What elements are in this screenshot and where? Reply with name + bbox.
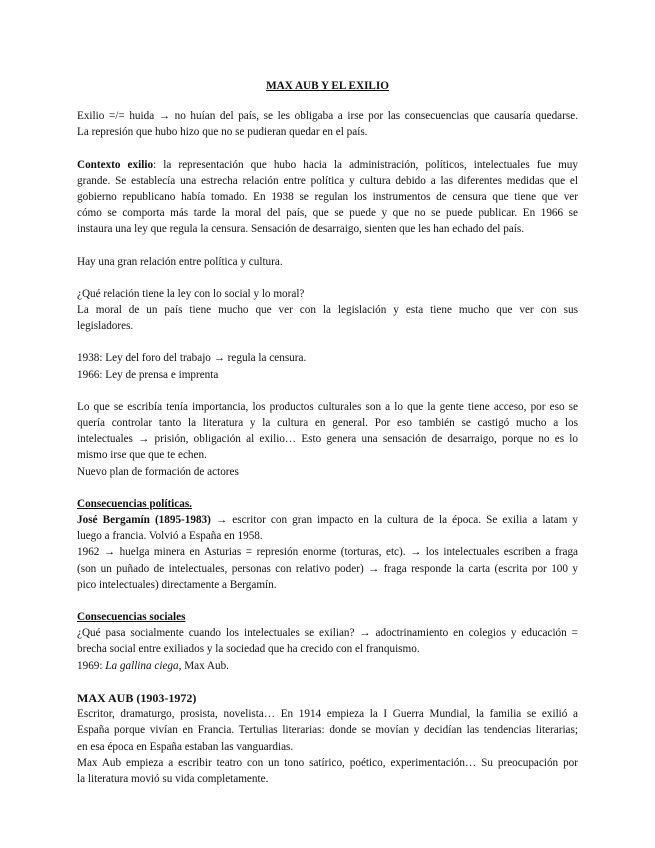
text-line: ¿Qué relación tiene la ley con lo social y lo moral? (77, 287, 305, 300)
text-line: brecha social entre exiliados y la sociedad que ha crecido con el franquismo. (77, 643, 420, 656)
text-fragment: : la representación que hubo hacia la administración, políticos, intelectuales fue muy (153, 158, 578, 171)
section-heading: MAX AUB (1903-1972) (77, 690, 197, 705)
text-line: Exilio =/= huida → no huían del país, se les obligaba a irse por las consecuencias que causaría quedarse. (77, 110, 578, 123)
text-line (77, 157, 578, 173)
text-line: en esa época en España estaban las vanguardias. (77, 740, 294, 753)
text-line (77, 658, 578, 674)
text-line: (son un puñado de intelectuales, personas con relativo poder) → fraga responde la carta (escrita por 100 y (77, 562, 578, 575)
text-fragment: , Max Aub. (178, 659, 229, 672)
text-line: gobierno republicano había tomado. En 1938 se regulan los instrumentos de censura que tiene que ver (77, 191, 578, 204)
text-line: 1938: Ley del foro del trabajo → regula la censura. (77, 352, 307, 365)
text-line: 1962 → huelga minera en Asturias = represión enorme (torturas, etc). → los intelectuales escriben a fraga (77, 546, 578, 559)
paragraph-politica-cultura: Hay una gran relación entre política y cultura. (77, 255, 283, 268)
section-consecuencias-sociales (77, 609, 578, 674)
text-line: grande. Se establecía una estrecha relación entre política y cultura debido a las diferentes medidas que el (77, 174, 578, 187)
bergamin-name: José Bergamín (1895-1983) (77, 514, 211, 527)
section-max-aub (77, 690, 578, 787)
text-line: luego a francia. Volvió a España en 1958. (77, 530, 263, 543)
text-line: 1966: Ley de prensa e imprenta (77, 368, 219, 381)
paragraph-leyes (77, 350, 578, 382)
section-consecuencias-politicas (77, 496, 578, 593)
text-line: ¿Qué pasa socialmente cuando los intelectuales se exilian? → adoctrinamiento en colegios y educación = (77, 627, 578, 640)
text-line (77, 512, 578, 528)
text-line: Escritor, dramaturgo, prosista, novelista… En 1914 empieza la I Guerra Mundial, la familia se exilió a (77, 708, 578, 721)
text-line: Lo que se escribía tenía importancia, los productos culturales son a lo que la gente tiene acceso, por eso se (77, 400, 578, 413)
document-title: MAX AUB Y EL EXILIO (266, 80, 389, 92)
text-line: Nuevo plan de formación de actores (77, 465, 239, 478)
work-title: La gallina ciega (105, 659, 179, 672)
text-fragment: → escritor con gran impacto en la cultura de la época. Se exilia a latam y (210, 514, 578, 527)
text-line: La represión que hubo hizo que no se pudieran quedar en el país. (77, 126, 368, 139)
paragraph-importancia (77, 399, 578, 480)
paragraph-exilio (77, 108, 578, 140)
text-line: Max Aub empieza a escribir teatro con un tono satírico, poético, experimentación… Su preocupación por (77, 756, 578, 769)
text-line: España porque vivían en Francia. Tertulias literarias: donde se movían y decidían las tendencias literarias; (77, 724, 578, 737)
text-line: la literatura movió su vida completamente. (77, 772, 269, 785)
paragraph-ley-moral (77, 286, 578, 335)
text-line: pico intelectuales) directamente a Bergamín. (77, 578, 277, 591)
text-fragment: 1969: (77, 659, 106, 672)
text-line: cómo se comporta más tarde la moral del país, que se puede y que no se puede publicar. En 1966 se (77, 207, 578, 220)
section-heading: Consecuencias políticas. (77, 497, 192, 510)
contexto-exilio-label: Contexto exilio (77, 158, 154, 171)
section-heading: Consecuencias sociales (77, 611, 186, 624)
text-line: intelectuales → prisión, obligación al exilio… Esto genera una sensación de desarraigo, porque no es lo (77, 433, 578, 446)
text-line: instaura una ley que regula la censura. Sensación de desarraigo, sienten que les han echado del país. (77, 223, 525, 236)
text-line: mismo irse que que te echen. (77, 449, 207, 462)
text-line: quería controlar tanto la literatura y la cultura en general. Por eso también se castigó mucho a los (77, 417, 578, 430)
text-line: La moral de un país tiene mucho que ver con la legislación y esta tiene mucho que ver con sus (77, 304, 578, 317)
paragraph-contexto-exilio (77, 157, 578, 238)
text-line: legisladores. (77, 320, 134, 333)
